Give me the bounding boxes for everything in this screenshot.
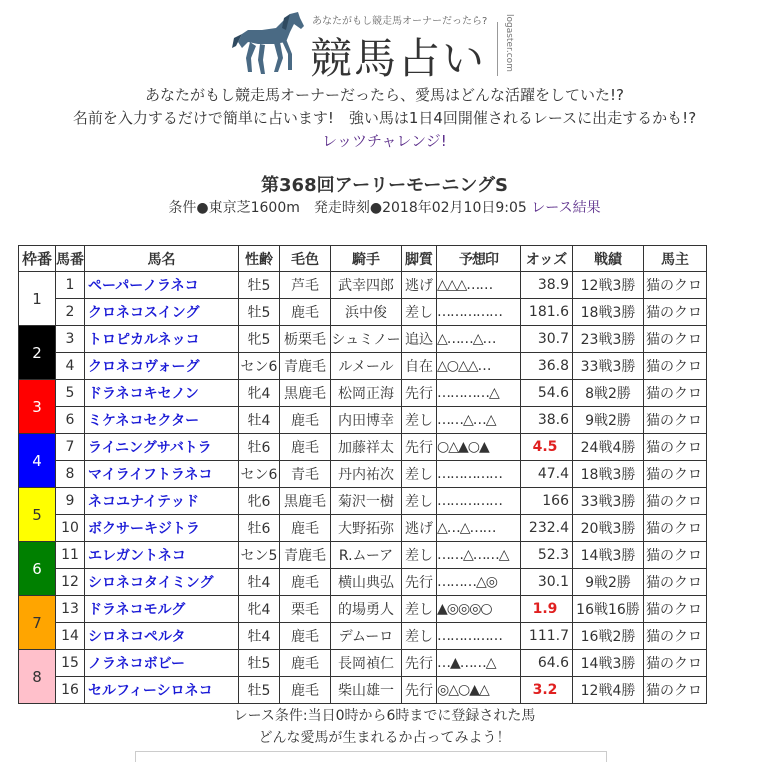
coat-color: 鹿毛: [280, 623, 331, 650]
horse-name-link[interactable]: クロネコヴォーグ: [85, 353, 239, 380]
coat-color: 黒鹿毛: [280, 488, 331, 515]
header-tagline: あなたがもし競走馬オーナーだったら?: [312, 16, 488, 27]
horse-name-link[interactable]: ボクサーキジトラ: [85, 515, 239, 542]
sex-age: セン5: [239, 542, 280, 569]
table-row: [19, 434, 707, 461]
prediction-marks: △…△……: [437, 515, 521, 542]
header-owner: 馬主: [644, 246, 707, 272]
race-record: 14戦3勝: [573, 542, 644, 569]
running-style: 先行: [402, 569, 437, 596]
owner-name: 猫のクロ: [644, 515, 707, 542]
owner-name: 猫のクロ: [644, 650, 707, 677]
coat-color: 青毛: [280, 461, 331, 488]
odds: 111.7: [521, 623, 573, 650]
jockey-name: 長岡禎仁: [331, 650, 402, 677]
horse-name-link[interactable]: シロネコペルタ: [85, 623, 239, 650]
horse-number: 7: [56, 434, 85, 461]
owner-name: 猫のクロ: [644, 353, 707, 380]
race-record: 14戦3勝: [573, 650, 644, 677]
header-gate: 枠番: [19, 246, 56, 272]
jockey-name: 大野拓弥: [331, 515, 402, 542]
sex-age: 牝5: [239, 326, 280, 353]
running-style: 逃げ: [402, 272, 437, 299]
intro-line-1: あなたがもし競走馬オーナーだったら、愛馬はどんな活躍をしていた!?: [145, 86, 624, 104]
race-record: 8戦2勝: [573, 380, 644, 407]
horse-name-link[interactable]: ペーパーノラネコ: [85, 272, 239, 299]
race-record: 18戦3勝: [573, 299, 644, 326]
running-style: 先行: [402, 650, 437, 677]
owner-name: 猫のクロ: [644, 407, 707, 434]
horse-number: 11: [56, 542, 85, 569]
odds: 52.3: [521, 542, 573, 569]
horse-name-link[interactable]: ドラネコキセノン: [85, 380, 239, 407]
jockey-name: シュミノー: [331, 326, 402, 353]
site-domain: logaster.com: [504, 14, 514, 72]
jockey-name: 内田博幸: [331, 407, 402, 434]
running-style: 差し: [402, 542, 437, 569]
horse-number: 4: [56, 353, 85, 380]
table-row: [19, 623, 707, 650]
owner-name: 猫のクロ: [644, 380, 707, 407]
jockey-name: ルメール: [331, 353, 402, 380]
odds: 38.6: [521, 407, 573, 434]
coat-color: 鹿毛: [280, 515, 331, 542]
table-row: [19, 326, 707, 353]
horse-name-link[interactable]: トロピカルネッコ: [85, 326, 239, 353]
prediction-marks: △○△△…: [437, 353, 521, 380]
horse-number: 1: [56, 272, 85, 299]
footer-line-2: どんな愛馬が生まれるか占ってみよう！: [258, 730, 511, 746]
odds: 4.5: [521, 434, 573, 461]
race-title: 第368回アーリーモーニングS: [261, 175, 508, 196]
header-leg: 脚質: [402, 246, 437, 272]
sex-age: 牡5: [239, 299, 280, 326]
odds: 38.9: [521, 272, 573, 299]
table-row: [19, 569, 707, 596]
prediction-marks: …▲……△: [437, 650, 521, 677]
horse-number: 12: [56, 569, 85, 596]
odds: 3.2: [521, 677, 573, 704]
odds: 1.9: [521, 596, 573, 623]
table-row: [19, 299, 707, 326]
odds: 47.4: [521, 461, 573, 488]
running-style: 差し: [402, 488, 437, 515]
running-style: 差し: [402, 596, 437, 623]
jockey-name: 松岡正海: [331, 380, 402, 407]
coat-color: 鹿毛: [280, 569, 331, 596]
owner-name: 猫のクロ: [644, 542, 707, 569]
owner-name: 猫のクロ: [644, 569, 707, 596]
horse-number: 3: [56, 326, 85, 353]
jockey-name: 横山典弘: [331, 569, 402, 596]
site-logo-text[interactable]: 競馬占い: [310, 34, 487, 83]
sex-age: 牝6: [239, 488, 280, 515]
horse-name-link[interactable]: セルフィーシロネコ: [85, 677, 239, 704]
owner-name: 猫のクロ: [644, 596, 707, 623]
horse-name-link[interactable]: ミケネコセクター: [85, 407, 239, 434]
running-style: 差し: [402, 299, 437, 326]
horse-name-link[interactable]: クロネコスイング: [85, 299, 239, 326]
horse-number: 5: [56, 380, 85, 407]
gate-cell: 4: [19, 434, 56, 488]
horse-number: 15: [56, 650, 85, 677]
header-horse-name: 馬名: [85, 246, 239, 272]
gate-cell: 7: [19, 596, 56, 650]
gate-cell: 6: [19, 542, 56, 596]
prediction-marks: ……………: [437, 488, 521, 515]
coat-color: 黒鹿毛: [280, 380, 331, 407]
owner-name: 猫のクロ: [644, 299, 707, 326]
header-number: 馬番: [56, 246, 85, 272]
footer-line-1: レース条件:当日0時から6時までに登録された馬: [233, 708, 536, 724]
horse-name-link[interactable]: マイライフトラネコ: [85, 461, 239, 488]
horse-number: 8: [56, 461, 85, 488]
horse-number: 13: [56, 596, 85, 623]
horse-number: 6: [56, 407, 85, 434]
table-row: [19, 488, 707, 515]
owner-name: 猫のクロ: [644, 272, 707, 299]
header-odds: オッズ: [521, 246, 573, 272]
sex-age: 牡6: [239, 434, 280, 461]
jockey-name: 浜中俊: [331, 299, 402, 326]
challenge-link[interactable]: レッツチャレンジ!: [322, 132, 447, 150]
horse-name-link[interactable]: ドラネコモルグ: [85, 596, 239, 623]
header-jockey: 騎手: [331, 246, 402, 272]
table-row: [19, 515, 707, 542]
odds: 64.6: [521, 650, 573, 677]
jockey-name: デムーロ: [331, 623, 402, 650]
horse-number: 14: [56, 623, 85, 650]
table-row: [19, 272, 707, 299]
intro-text: [0, 84, 769, 153]
header-sex-age: 性齢: [239, 246, 280, 272]
race-record: 16戦16勝: [573, 596, 644, 623]
coat-color: 芦毛: [280, 272, 331, 299]
table-row: [19, 461, 707, 488]
odds: 232.4: [521, 515, 573, 542]
odds: 30.1: [521, 569, 573, 596]
table-row: [19, 380, 707, 407]
header-record: 戦績: [573, 246, 644, 272]
race-record: 12戦3勝: [573, 272, 644, 299]
gate-cell: 8: [19, 650, 56, 704]
running-style: 差し: [402, 461, 437, 488]
horse-logo-icon: [228, 8, 308, 78]
race-record: 16戦2勝: [573, 623, 644, 650]
coat-color: 鹿毛: [280, 407, 331, 434]
sex-age: 牝4: [239, 380, 280, 407]
jockey-name: 菊沢一樹: [331, 488, 402, 515]
prediction-marks: …………△: [437, 380, 521, 407]
prediction-marks: ……△…△: [437, 407, 521, 434]
header-coat: 毛色: [280, 246, 331, 272]
prediction-marks: △△△……: [437, 272, 521, 299]
entries-table: [18, 245, 707, 704]
race-record: 23戦3勝: [573, 326, 644, 353]
coat-color: 鹿毛: [280, 650, 331, 677]
gate-cell: 5: [19, 488, 56, 542]
coat-color: 栃栗毛: [280, 326, 331, 353]
logo-divider: [497, 22, 498, 76]
coat-color: 青鹿毛: [280, 542, 331, 569]
owner-name: 猫のクロ: [644, 488, 707, 515]
odds: 166: [521, 488, 573, 515]
prediction-marks: ……△……△: [437, 542, 521, 569]
jockey-name: 武幸四郎: [331, 272, 402, 299]
prediction-marks: ……………: [437, 461, 521, 488]
table-row: [19, 650, 707, 677]
horse-number: 2: [56, 299, 85, 326]
running-style: 逃げ: [402, 515, 437, 542]
owner-name: 猫のクロ: [644, 461, 707, 488]
horse-name-link[interactable]: ノラネコボビー: [85, 650, 239, 677]
sex-age: 牝4: [239, 596, 280, 623]
race-record: 24戦4勝: [573, 434, 644, 461]
horse-number: 10: [56, 515, 85, 542]
jockey-name: 柴山雄一: [331, 677, 402, 704]
owner-name: 猫のクロ: [644, 434, 707, 461]
running-style: 差し: [402, 407, 437, 434]
running-style: 自在: [402, 353, 437, 380]
prediction-marks: ○△▲○▲: [437, 434, 521, 461]
gate-cell: 1: [19, 272, 56, 326]
footer-text: [0, 705, 769, 749]
jockey-name: 丹内祐次: [331, 461, 402, 488]
odds: 181.6: [521, 299, 573, 326]
race-record: 9戦2勝: [573, 407, 644, 434]
table-row: [19, 596, 707, 623]
sex-age: 牡6: [239, 515, 280, 542]
running-style: 追込: [402, 326, 437, 353]
running-style: 先行: [402, 434, 437, 461]
entries-body: [19, 272, 707, 704]
horse-name-link[interactable]: エレガントネコ: [85, 542, 239, 569]
race-record: 33戦3勝: [573, 353, 644, 380]
horse-name-link[interactable]: ライニングサバトラ: [85, 434, 239, 461]
odds: 54.6: [521, 380, 573, 407]
sex-age: 牡4: [239, 569, 280, 596]
race-record: 9戦2勝: [573, 569, 644, 596]
sex-age: セン6: [239, 461, 280, 488]
jockey-name: 的場勇人: [331, 596, 402, 623]
table-row: [19, 542, 707, 569]
table-row: [19, 407, 707, 434]
owner-name: 猫のクロ: [644, 326, 707, 353]
coat-color: 鹿毛: [280, 677, 331, 704]
race-conditions: 条件●東京芝1600m 発走時刻●2018年02月10日9:05: [168, 200, 527, 216]
header-marks: 予想印: [437, 246, 521, 272]
owner-name: 猫のクロ: [644, 623, 707, 650]
race-result-link[interactable]: レース結果: [531, 200, 601, 216]
sex-age: 牡5: [239, 650, 280, 677]
running-style: 先行: [402, 380, 437, 407]
site-header: [0, 0, 769, 84]
horse-number: 16: [56, 677, 85, 704]
horse-name-link[interactable]: ネコユナイテッド: [85, 488, 239, 515]
horse-number: 9: [56, 488, 85, 515]
sex-age: 牡4: [239, 407, 280, 434]
prediction-marks: △……△…: [437, 326, 521, 353]
race-record: 20戦3勝: [573, 515, 644, 542]
race-info: [0, 198, 769, 218]
gate-cell: 2: [19, 326, 56, 380]
prediction-marks: ▲◎◎◎○: [437, 596, 521, 623]
table-row: [19, 677, 707, 704]
table-row: [19, 353, 707, 380]
sex-age: 牡5: [239, 272, 280, 299]
sex-age: セン6: [239, 353, 280, 380]
owner-name: 猫のクロ: [644, 677, 707, 704]
jockey-name: R.ムーア: [331, 542, 402, 569]
running-style: 差し: [402, 623, 437, 650]
race-record: 33戦3勝: [573, 488, 644, 515]
running-style: 先行: [402, 677, 437, 704]
prediction-marks: ……………: [437, 623, 521, 650]
intro-line-2: 名前を入力するだけで簡単に占います! 強い馬は1日4回開催されるレースに出走するかも!?: [72, 109, 697, 127]
jockey-name: 加藤祥太: [331, 434, 402, 461]
coat-color: 栗毛: [280, 596, 331, 623]
sex-age: 牡5: [239, 677, 280, 704]
horse-name-link[interactable]: シロネコタイミング: [85, 569, 239, 596]
gate-cell: 3: [19, 380, 56, 434]
odds: 36.8: [521, 353, 573, 380]
race-record: 12戦4勝: [573, 677, 644, 704]
coat-color: 鹿毛: [280, 299, 331, 326]
entries-header-row: [19, 246, 707, 272]
odds: 30.7: [521, 326, 573, 353]
race-record: 18戦3勝: [573, 461, 644, 488]
prediction-marks: ◎△○▲△: [437, 677, 521, 704]
coat-color: 鹿毛: [280, 434, 331, 461]
sex-age: 牡4: [239, 623, 280, 650]
prediction-marks: ………△◎: [437, 569, 521, 596]
prediction-marks: ……………: [437, 299, 521, 326]
coat-color: 青鹿毛: [280, 353, 331, 380]
